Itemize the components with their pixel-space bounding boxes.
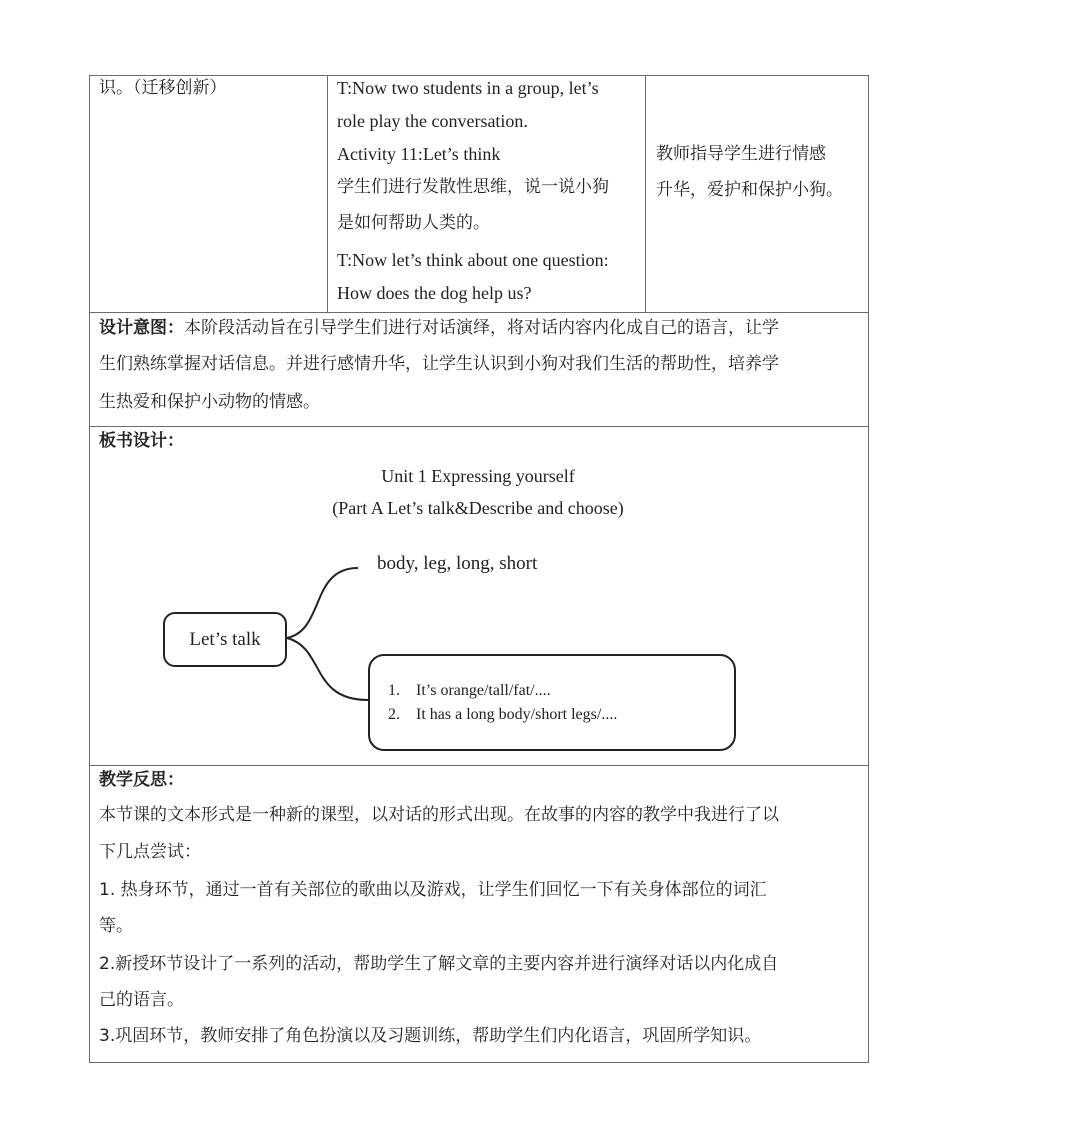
design-intent-text-1: 本阶段活动旨在引导学生们进行对话演绎，将对话内容内化成自己的语言，让学	[184, 318, 779, 338]
col2-line-4: 学生们进行发散性思维，说一说小狗	[337, 177, 609, 197]
reflection-line-5: 2.新授环节设计了一系列的活动，帮助学生了解文章的主要内容并进行演绎对话以内化成自	[99, 954, 779, 974]
col2-line-7: How does the dog help us?	[337, 283, 532, 303]
col2-line-6: T:Now let’s think about one question:	[337, 250, 609, 270]
upper-branch-text: body, leg, long, short	[377, 553, 538, 574]
reflection-line-3: 1. 热身环节，通过一首有关部位的歌曲以及游戏，让学生们回忆一下有关身体部位的词汇	[99, 880, 767, 900]
lets-talk-label: Let’s talk	[189, 629, 261, 650]
design-intent-line-2: 生们熟练掌握对话信息。并进行感情升华，让学生认识到小狗对我们生活的帮助性，培养学	[99, 354, 779, 374]
design-intent-label: 设计意图：	[99, 318, 184, 338]
reflection-line-1: 本节课的文本形式是一种新的课型，以对话的形式出现。在故事的内容的教学中我进行了以	[99, 805, 779, 825]
reflection-line-4: 等。	[99, 916, 133, 936]
reflection-line-7: 3.巩固环节，教师安排了角色扮演以及习题训练，帮助学生们内化语言，巩固所学知识。	[99, 1026, 762, 1046]
lower-item-2-text: It has a long body/short legs/....	[416, 706, 618, 723]
upper-connector	[287, 568, 358, 638]
reflection-line-2: 下几点尝试：	[99, 842, 201, 862]
top-row-col1-text: 识。（迁移创新）	[99, 78, 227, 98]
lower-item-1-text: It’s orange/tall/fat/....	[416, 682, 551, 699]
reflection-line-6: 己的语言。	[99, 990, 184, 1010]
reflection-label: 教学反思：	[99, 770, 184, 790]
col2-line-1: T:Now two students in a group, let’s	[337, 78, 599, 98]
col2-line-2: role play the conversation.	[337, 111, 528, 131]
board-design-label: 板书设计：	[99, 431, 184, 451]
lower-item-1-num: 1.	[388, 682, 400, 699]
board-title: Unit 1 Expressing yourself	[381, 466, 575, 486]
design-intent-line-3: 生热爱和保护小动物的情感。	[99, 392, 320, 412]
col2-line-3: Activity 11:Let’s think	[337, 144, 501, 164]
col2-line-5: 是如何帮助人类的。	[337, 213, 490, 233]
col3-line-1: 教师指导学生进行情感	[656, 144, 826, 164]
lower-connector	[287, 638, 368, 700]
lower-branch-box	[368, 654, 736, 751]
lower-item-2-num: 2.	[388, 706, 400, 723]
board-subtitle: (Part A Let’s talk&Describe and choose)	[332, 498, 624, 518]
col3-line-2: 升华，爱护和保护小狗。	[656, 180, 843, 200]
